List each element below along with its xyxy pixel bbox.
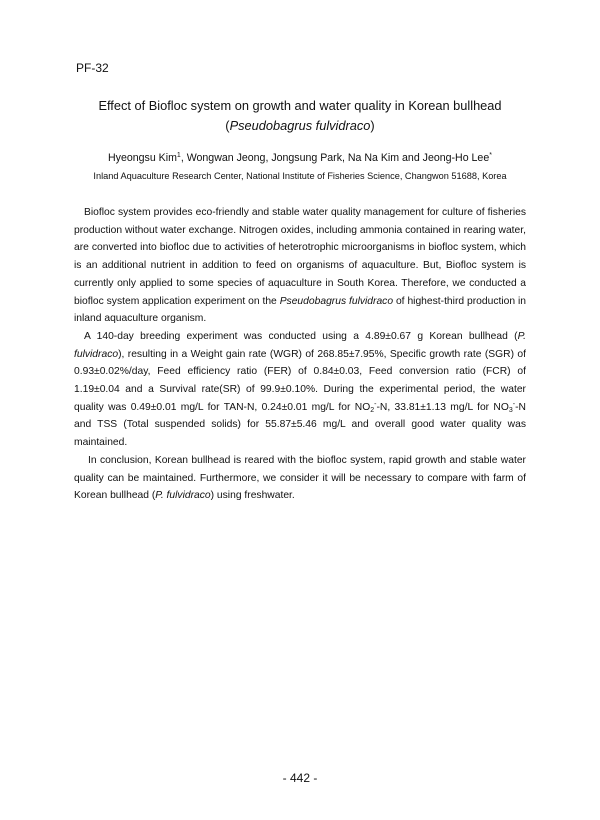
title-paren-open: ( <box>225 118 230 133</box>
abstract-code: PF-32 <box>76 61 109 75</box>
paragraph-text: ) using freshwater. <box>210 490 295 502</box>
paragraph-conclusion <box>74 452 526 505</box>
paragraph-text: In conclusion, Korean bullhead is reared with the biofloc system, rapid growth and stable water quality can be maintained. Furthermore, we consider it will be necessary to compare with farm of Korean bullhead ( <box>74 454 526 502</box>
nitrite-subscript: 2 <box>370 406 375 414</box>
title-line-1: Effect of Biofloc system on growth and water quality in Korean bullhead <box>98 98 502 113</box>
abstract-body <box>74 204 526 505</box>
affiliation: Inland Aquaculture Research Center, National Institute of Fisheries Science, Changwon 51688, Korea <box>93 171 507 181</box>
scientific-name: P. fulvidraco <box>74 330 526 360</box>
paragraph-text: A 140-day breeding experiment was conducted using a 4.89±0.67 g Korean bullhead ( <box>84 330 518 342</box>
title-scientific-name: Pseudobagrus fulvidraco <box>229 118 371 133</box>
paragraph-text: -N, 33.81±1.13 mg/L for NO <box>376 401 509 413</box>
other-authors: , Wongwan Jeong, Jongsung Park, Na Na Kim and Jeong-Ho Lee <box>180 152 490 164</box>
corresponding-author-mark: * <box>489 152 492 159</box>
paragraph-text: -N and TSS (Total suspended solids) for 55.87±5.46 mg/L and overall good water quality was maintained. <box>74 401 526 449</box>
title-paren-close: ) <box>370 118 375 133</box>
paragraph-text: of highest-third production in inland aquaculture organism. <box>74 295 526 325</box>
nitrate-superscript: - <box>512 400 516 408</box>
first-author-affiliation-mark: 1 <box>176 152 181 159</box>
author-list <box>40 151 560 165</box>
nitrate-subscript: 3 <box>508 406 513 414</box>
paragraph-results <box>74 328 526 452</box>
paragraph-text: ), resulting in a Weight gain rate (WGR) of 268.85±7.95%, Specific growth rate (SGR) of 0.93±0.02%/day, Feed efficiency ratio (FER) of 0.84±0.03, Feed conversion ratio (FCR) of 1.19±0.04 and a Survival rate(SR) of 99.9±0.10%. During the experimental period, the water quality was 0.49±0.01 mg/L for TAN-N, 0.24±0.01 mg/L for NO <box>74 348 526 413</box>
paragraph-introduction <box>74 204 526 328</box>
title-line-2 <box>60 116 540 136</box>
abstract-title <box>60 96 540 136</box>
nitrite-superscript: - <box>374 400 377 408</box>
first-author: Hyeongsu Kim <box>108 152 177 164</box>
scientific-name: P. fulvidraco <box>155 490 211 502</box>
page-number: - 442 - <box>282 771 318 785</box>
scientific-name: Pseudobagrus fulvidraco <box>279 295 394 307</box>
paragraph-text: Biofloc system provides eco-friendly and stable water quality management for culture of fisheries production without water exchange. Nitrogen oxides, including ammonia contained in rearing water, are converted into biofloc due to activities of heterotrophic microorganisms in biofloc system, which is an additional nutrient in addition to feed on organisms of aquaculture. But, Biofloc system is currently only applied to some species of aquaculture in South Korea. Therefore, we conducted a biofloc system application experiment on the <box>74 207 526 307</box>
